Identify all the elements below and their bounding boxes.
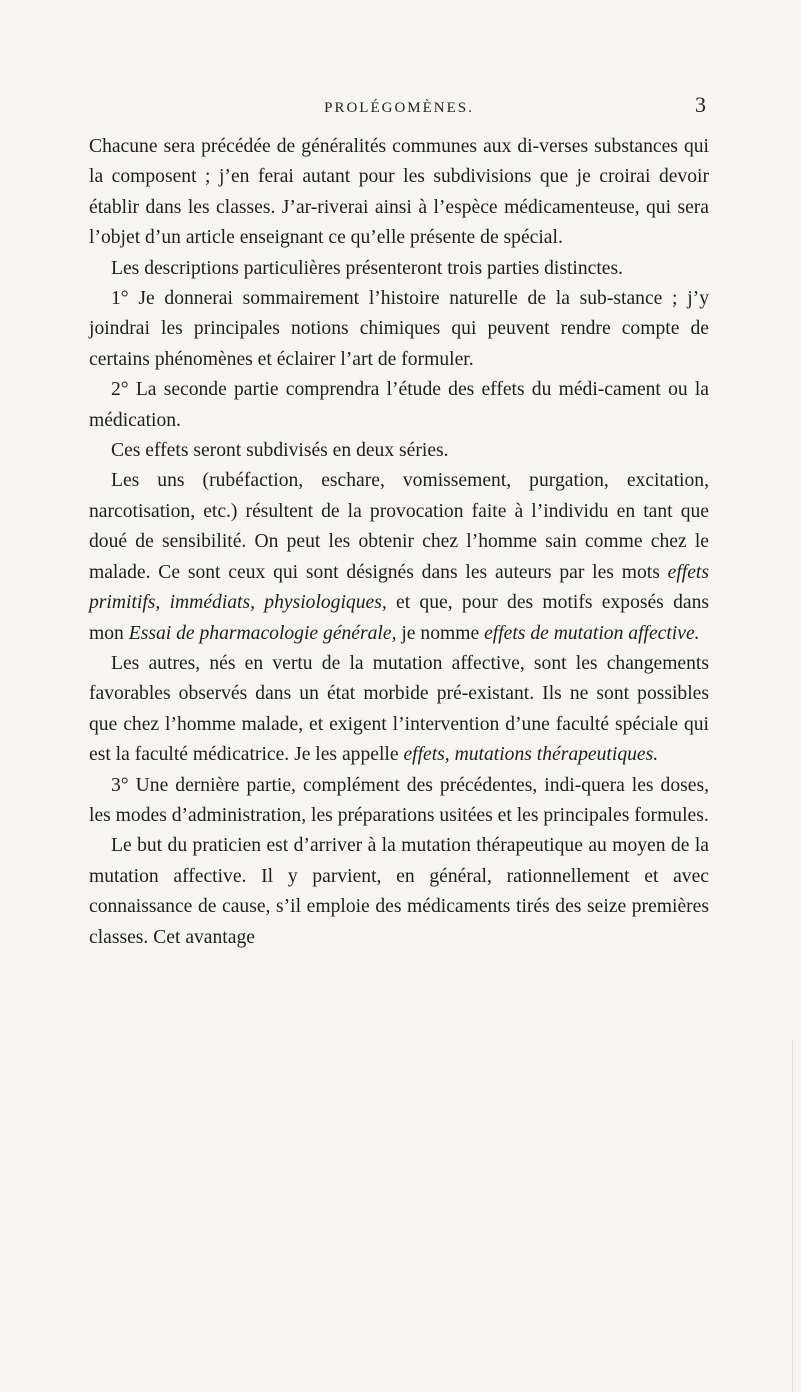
text-run: Chacune sera précédée de généralités communes aux di-verses substances qui la composent ; j’en ferai autant pour les subdivisions que je croirai devoir établir dans les classes. J’ar-riverai ainsi à l’espèce médicamenteuse, qui sera l’objet d’un article enseignant ce qu’elle présente de spécial. (89, 136, 709, 249)
text-run: 3° Une dernière partie, complément des précédentes, indi-quera les doses, les modes d’administration, les préparations usitées et les principales formules. (89, 774, 709, 826)
text-run: 2° La seconde partie comprendra l’étude des effets du médi-cament ou la médication. (89, 379, 709, 431)
paragraph (89, 831, 709, 953)
text-run: Le but du praticien est d’arriver à la mutation thérapeutique au moyen de la mutation affective. Il y parvient, en général, rationnellement et avec connaissance de cause, s’il emploie des médicaments tirés des seize premières classes. Cet avantage (89, 835, 709, 948)
italic-text: Essai de pharmacologie générale, (128, 622, 397, 644)
italic-text: effets, mutations thérapeutiques. (403, 744, 659, 766)
paragraph (89, 771, 709, 832)
page-number: 3 (695, 92, 706, 117)
text-run: Les descriptions particulières présenteront trois parties distinctes. (111, 257, 624, 279)
text-run: 1° Je donnerai sommairement l’histoire naturelle de la sub-stance ; j’y joindrai les principales notions chimiques qui peuvent rendre compte de certains phénomènes et éclairer l’art de formuler. (89, 288, 709, 370)
paragraph (89, 132, 709, 254)
body-text (89, 132, 709, 953)
paragraph (89, 466, 709, 648)
italic-text: effets de mutation affective. (484, 622, 700, 644)
text-run: Les uns (rubéfaction, eschare, vomissement, purgation, excitation, narcotisation, etc.) résultent de la provocation faite à l’individu en tant que doué de sensibilité. On peut les obtenir chez l’homme sain comme chez le malade. Ce sont ceux qui sont désignés dans les auteurs par les mots (89, 470, 709, 583)
text-run: Ces effets seront subdivisés en deux séries. (111, 440, 449, 462)
paragraph (89, 284, 709, 375)
text-run: Les autres, nés en vertu de la mutation affective, sont les changements favorables observés dans un état morbide pré-existant. Ils ne sont possibles que chez l’homme malade, et exigent l’intervention d’une faculté spéciale qui est la faculté médicatrice. Je les appelle (89, 652, 709, 766)
paragraph (89, 254, 709, 284)
paragraph (89, 375, 709, 436)
running-head: PROLÉGOMÈNES. (324, 100, 474, 116)
paragraph (89, 436, 709, 466)
page-edge-shadow (792, 1040, 793, 1392)
italic-text: effets primitifs, immédiats, physiologiques, (89, 561, 709, 614)
text-run: je nomme (396, 622, 485, 644)
text-run: et que, pour des motifs exposés dans mon (89, 592, 709, 644)
paragraph (89, 649, 709, 771)
page-header (92, 92, 706, 122)
